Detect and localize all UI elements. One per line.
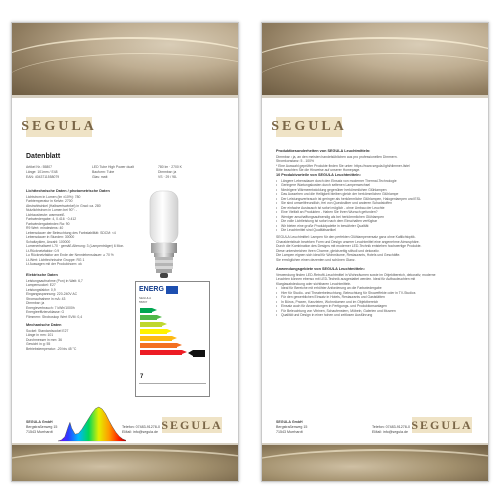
text-line: Leuchten können ebenso mit LED-Technik ausgestattet werden. Ideal für Aufbauleuchten mit bbox=[276, 277, 416, 281]
text-line: Bitte beachten Sie die Hinweise auf unserer Homepage. bbox=[276, 168, 361, 172]
text-line: Energieeffizienzklasse: G bbox=[26, 310, 65, 314]
list-item: • Geringere Wartungskosten durch seltenen Lampenwechsel bbox=[276, 183, 476, 188]
led-bulb-image bbox=[146, 189, 182, 285]
advantages-list bbox=[276, 179, 476, 233]
applications-list bbox=[276, 286, 476, 318]
energy-class-bar bbox=[140, 322, 162, 327]
header-decoration bbox=[12, 23, 238, 95]
special-features-section bbox=[276, 149, 476, 173]
text-line: Leistungsfaktor: 0,9 bbox=[26, 287, 56, 292]
text-line: Leistungsaufnahme (Pon) in Watt: 6,7 bbox=[26, 278, 83, 283]
footer-logo: SEGULA bbox=[411, 417, 473, 432]
text-line: Lt-Wert: Lichttechnische Gruppe: RG 1 bbox=[26, 257, 85, 262]
text-line: Energieverbrauch: 7 kWh/1000h bbox=[26, 305, 75, 310]
energy-class-bar bbox=[140, 336, 172, 341]
text-line: Stromkonstanz: 5 - 100% bbox=[276, 159, 315, 163]
text-line: Gewicht in g: 55 bbox=[26, 342, 51, 346]
header-divider bbox=[262, 95, 488, 98]
text-line: Durchmesser in mm: 36 bbox=[26, 337, 62, 342]
text-line: Nutzlichtstrom in Lumen bei 90°: - bbox=[26, 208, 77, 212]
list-item: • Der einfache Austausch ist sofort möglich - ohne Umbau der Leuchte bbox=[276, 206, 476, 211]
energy-rating-arrow bbox=[193, 350, 205, 357]
light-data-section bbox=[26, 189, 130, 267]
footer-decoration bbox=[12, 445, 238, 481]
text-line: Abstrahlwinkel (Halbwertswinkel) in Grad: ca. 280 bbox=[26, 203, 101, 208]
info-row: Länge: 101mm / E48 Bauform: Tube Dimmbar: ja bbox=[26, 170, 177, 174]
list-item: • Einsatz auch für Anwendungen in Fertigungs- und Produktionsanlagen bbox=[276, 304, 476, 309]
energy-class-bar bbox=[140, 329, 167, 334]
list-item: • Hier für Studio- und Theaterbeleuchtung, Beleuchtung für Showeffekte oder in TV-Studios bbox=[276, 291, 476, 296]
text-line: Betriebstemperatur: -20 bis 45 °C bbox=[26, 346, 77, 351]
footer-logo: SEGULA bbox=[161, 417, 223, 432]
text-line: Lu Rücknetzfaktor am Ende der Nennlebensdauer: ≥ 70 % bbox=[26, 253, 114, 257]
list-item: • Für Beleuchtung von Vitrinen, Schaufenstern, Möbeln, Galerien und Museen bbox=[276, 309, 476, 314]
text-line: Lt Aussagen mit der Produktnorm: ok bbox=[26, 262, 82, 266]
advantages-section bbox=[276, 173, 476, 233]
text-line: SEGULA Leuchtmittel: Lampen für den perfekten Glühlampenersatz ganz ohne Kaltlichtoptik. bbox=[276, 235, 416, 239]
eu-flag-icon bbox=[166, 286, 178, 294]
text-line: Lampensockel: E27 bbox=[26, 283, 56, 287]
list-item: • Für den gewerblichen Einsatz in Hotels, Restaurants und Gaststätten bbox=[276, 295, 476, 300]
mechanical-data-section bbox=[26, 323, 130, 351]
text-line: Stromaufnahme in mA: 43 bbox=[26, 296, 66, 301]
product-info-grid bbox=[26, 165, 226, 180]
info-row: EAN: 4043711558079 Glas: matt VS · 29 / 98- bbox=[26, 175, 178, 179]
list-item: • Der Leistungsverbrauch ist geringer als herkömmliche Glühlampen, Halogenlampen und ESL bbox=[276, 197, 476, 202]
datasheet-page-left bbox=[11, 22, 239, 482]
list-item: • Qualität und Design in einer hohen und zeitlosen Ausführung bbox=[276, 313, 476, 318]
energy-class-bar bbox=[140, 308, 152, 313]
brand-logo: SEGULA bbox=[276, 117, 342, 137]
list-item: • Eine Vielfalt an Produkten - Haben Sie Ihren Wunsch gefunden? bbox=[276, 210, 476, 215]
list-item: • Die volle Lichtleistung ist sofort nach dem Einschalten verfügbar bbox=[276, 219, 476, 224]
text-line: Lebensdauer der Beleuchtung des Farbstabilität: SDCM: <4 bbox=[26, 230, 116, 235]
spec-lines bbox=[26, 195, 130, 267]
spec-lines bbox=[26, 279, 130, 320]
spectrum-area bbox=[58, 407, 126, 441]
list-item: • Weniger anschaffungsaufwendig als bei herkömmlichen Glühlampen bbox=[276, 215, 476, 220]
energy-class-bar bbox=[140, 315, 157, 320]
company-contact: Telefon: 07483-91278-0 EMail: info@segula.de bbox=[122, 425, 160, 434]
list-item: • Ideal für Bereiche mit erhöhter Anforderung an die Farbwiedergabe bbox=[276, 286, 476, 291]
text-line: Lebensdauer in Stunden: 30000 bbox=[26, 235, 75, 239]
list-item: • Niedrigere Wärmeentwicklung gegenüber herkömmlichen Glühlampen bbox=[276, 188, 476, 193]
section-heading: 10 Produktvorteile von SEGULA Leuchtmitteln: bbox=[276, 173, 361, 177]
company-contact: Telefon: 07483-91278-0 EMail: info@segula.de bbox=[372, 425, 410, 434]
electric-data-section bbox=[26, 273, 130, 319]
energy-label-header: ENERG bbox=[139, 285, 206, 294]
section-heading: Anwendungsgebiete von SEGULA Leuchtmitteln: bbox=[276, 267, 365, 271]
light-spectrum-chart bbox=[54, 405, 128, 445]
text-line: Durch die Kombination des Designs mit moderner LED-Technik entstehen hochwertige Produkte. bbox=[276, 244, 422, 248]
text-line: Diese unterstreichen ihren Charme, gleichzeitig stilvoll und dekorativ. bbox=[276, 248, 380, 253]
header-decoration bbox=[262, 23, 488, 95]
list-item: • Das Aussehen und die Helligkeit bleiben gleich der herkömmlichen Glühlampe bbox=[276, 192, 476, 197]
list-item: • Sie sind umweltfreundlich, frei von Quecksilber und anderen Schadstoffen bbox=[276, 201, 476, 206]
energy-label-subtitle: SEGULA 55807 bbox=[139, 296, 152, 304]
section-heading: Mechanische Daten bbox=[26, 323, 62, 327]
text-line: Sockel: Standardsockel E27 bbox=[26, 328, 69, 333]
description-section bbox=[276, 235, 476, 262]
text-line: Lt-Rücknetzfaktor: 0.9 bbox=[26, 248, 60, 253]
list-item: • Längere Lebensdauer durch den Einsatz von moderner Thermal-Technologie bbox=[276, 179, 476, 184]
text-line: Dimmbar ¹ ja, an den meisten handelsüblichen aus pro professionellen Dimmern. bbox=[276, 154, 398, 159]
footer-decoration bbox=[262, 445, 488, 481]
company-address: SEGULA GmbH Bergstraßenweg 15 71543 Murrhardt bbox=[26, 420, 58, 434]
brand-logo: SEGULA bbox=[26, 117, 92, 137]
section-lines bbox=[276, 235, 476, 262]
section-heading: Lichttechnische Daten / photometrische Daten bbox=[26, 189, 110, 193]
text-line: Eingangsspannung: 220-240V AC bbox=[26, 292, 78, 296]
spec-lines bbox=[26, 329, 130, 352]
text-line: Lichtausbeute: warmweiß bbox=[26, 212, 65, 217]
info-row: Artikel Nr.: 55807 LED Tube High Power dualt 780 lm · 2700 K bbox=[26, 165, 182, 169]
text-line: Klarglasabdeckung oder sichtbaren Leuchtmitteln. bbox=[276, 281, 352, 286]
text-line: Lumenerhaltwert L70 · gemäß Alterung: 3 (Lampenträger) 6 Mon. bbox=[26, 244, 125, 248]
text-line: Schaltzyklen, Anzahl: 100000 bbox=[26, 239, 71, 244]
page-title: Datenblatt bbox=[26, 153, 61, 160]
text-line: Farbwiedergabe: 4, 0.416 · 0.412 bbox=[26, 217, 77, 221]
list-item: • Wir bieten eine große Produktpalette in bewährter Qualität bbox=[276, 224, 476, 229]
header-divider bbox=[12, 95, 238, 98]
energy-label-footer bbox=[139, 383, 206, 392]
section-lines bbox=[276, 155, 476, 173]
section-heading: Produktbesonderheiten von SEGULA Leuchtmitteln: bbox=[276, 149, 371, 153]
section-lines bbox=[276, 273, 476, 287]
section-heading: Elektrische Daten bbox=[26, 273, 58, 277]
energy-label bbox=[135, 281, 210, 397]
text-line: R9 Wert: mindestens: 40 bbox=[26, 226, 64, 230]
energy-class-bar bbox=[140, 343, 177, 348]
text-line: Verwendung finden LED-Retrofit-Leuchtmittel in Wohnräumen sowie im Objektbereich, dekorativ, moderne bbox=[276, 272, 436, 277]
text-line: Sie ermöglichen einen dezenten und schönen Glanz. bbox=[276, 257, 356, 262]
list-item: • In Büros, Praxen, Kanzleien, Wohnräumen und im Objektbereich bbox=[276, 300, 476, 305]
text-line: * Eine Auswahl geprüfter Produkte finden Sie unter: https://www.segula.light/dimmer-liste/ bbox=[276, 163, 410, 168]
applications-section bbox=[276, 267, 476, 318]
text-line: Lichtstrom in Lumen (lm ±10%): 780 bbox=[26, 194, 81, 199]
text-line: Flimmern: Stroboskop Wert SVM: 0,4 bbox=[26, 314, 83, 319]
text-line: Charakteristisch bewirken Form und Design unserer Leuchtmittel eine angenehme Atmosphäre. bbox=[276, 239, 420, 244]
text-line: Dimmbar: ja bbox=[26, 301, 45, 305]
list-item: • Die Leuchtmittel sind Qualitätsartikel bbox=[276, 228, 476, 233]
text-line: Farbtemperatur in Kelvin: 2700 bbox=[26, 199, 73, 203]
datasheet-page-right bbox=[261, 22, 489, 482]
text-line: Länge in mm: 101 bbox=[26, 333, 54, 337]
energy-class-bar bbox=[140, 350, 182, 355]
energy-consumption: 7 bbox=[140, 374, 144, 380]
text-line: Farbwiedergabeindex Ra: 90 bbox=[26, 221, 70, 226]
company-address: SEGULA GmbH Bergstraßenweg 15 71543 Murrhardt bbox=[276, 420, 308, 434]
text-line: Die Lampen eignen sich ideal für Wohnräume, Restaurants, Hotels und Geschäfte. bbox=[276, 253, 401, 257]
